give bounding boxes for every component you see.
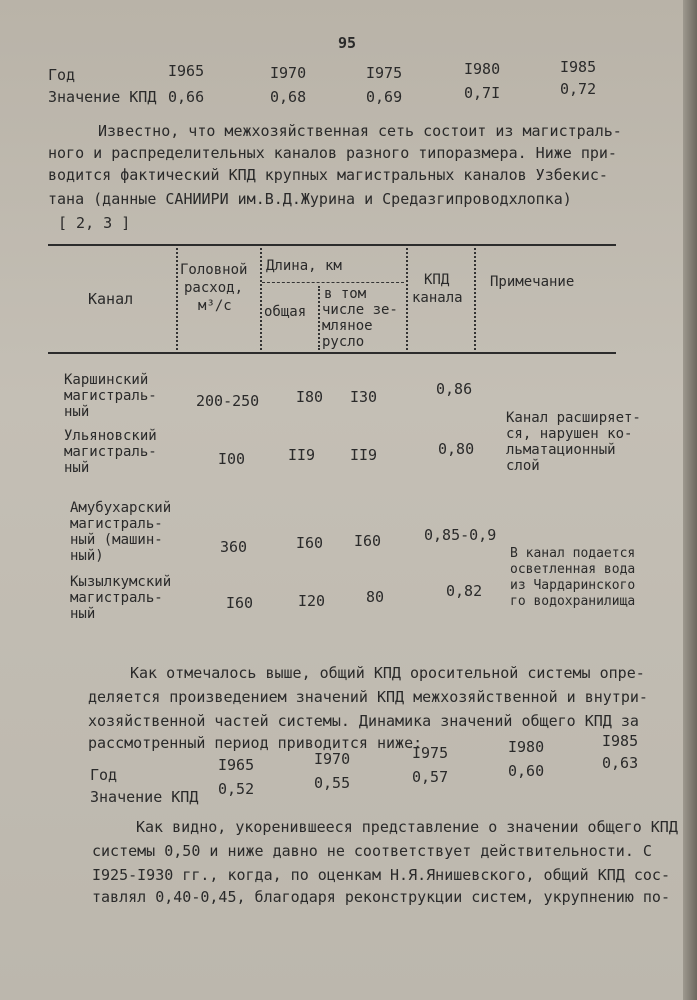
page-edge-shadow — [683, 0, 697, 1000]
paragraph1-line: водится фактический КПД крупных магистральных каналов Узбекис- — [48, 166, 608, 184]
head-length: Длина, км — [266, 258, 342, 274]
paragraph3-line: I925-I930 гг., когда, по оценкам Н.Я.Янишевского, общий КПД сос- — [92, 866, 670, 884]
column-divider — [406, 248, 408, 350]
bottom-year: I980 — [508, 738, 545, 756]
top-year: I980 — [464, 60, 501, 78]
row-canal-name: магистраль- — [70, 590, 163, 606]
paragraph3-line: Как видно, укоренившееся представление о значении общего КПД — [136, 818, 678, 836]
row-canal-name: Ульяновский — [64, 428, 157, 444]
row-canal-name: магистраль- — [64, 388, 157, 404]
row-flow: 360 — [220, 538, 248, 556]
head-canal: Канал — [88, 290, 134, 308]
paragraph3-line: системы 0,50 и ниже давно не соответствует действительности. С — [92, 842, 652, 860]
top-value-label: Значение КПД — [48, 88, 157, 106]
row-earth: I30 — [350, 388, 378, 406]
page-number: 95 — [338, 34, 357, 52]
table-header-rule — [48, 352, 616, 354]
head-flow: расход, — [184, 280, 244, 296]
bottom-value: 0,55 — [314, 774, 351, 792]
table-top-rule — [48, 244, 616, 246]
head-earth: в том — [324, 286, 367, 302]
row-kpd: 0,86 — [436, 380, 473, 398]
paragraph1-line: Известно, что межхозяйственная сеть состоит из магистраль- — [98, 122, 622, 140]
row-note: осветленная вода — [510, 562, 636, 577]
column-divider — [176, 248, 178, 350]
top-value: 0,7I — [464, 84, 501, 102]
bottom-value: 0,63 — [602, 754, 639, 772]
row-total: I80 — [296, 388, 324, 406]
row-earth: 80 — [366, 588, 385, 606]
bottom-value-label: Значение КПД — [90, 788, 199, 806]
row-kpd: 0,82 — [446, 582, 483, 600]
top-value: 0,68 — [270, 88, 307, 106]
head-flow: Головной — [180, 262, 248, 278]
row-earth: I60 — [354, 532, 382, 550]
head-total: общая — [264, 304, 307, 320]
row-total: I60 — [296, 534, 324, 552]
top-year: I970 — [270, 64, 307, 82]
row-total: I20 — [298, 592, 326, 610]
reference: [ 2, 3 ] — [58, 214, 131, 232]
top-year: I985 — [560, 58, 597, 76]
row-note: ся, нарушен ко- — [506, 426, 633, 442]
row-canal-name: ный — [64, 460, 90, 476]
bottom-year: I970 — [314, 750, 351, 768]
row-earth: II9 — [350, 446, 378, 464]
top-year-label: Год — [48, 66, 76, 84]
top-year: I975 — [366, 64, 403, 82]
row-note: го водохранилища — [510, 594, 636, 609]
column-divider — [260, 248, 262, 350]
head-earth: мляное — [322, 318, 373, 334]
row-kpd: 0,85-0,9 — [424, 526, 497, 544]
bottom-value: 0,60 — [508, 762, 545, 780]
row-flow: 200-250 — [196, 392, 260, 410]
bottom-year: I985 — [602, 732, 639, 750]
row-canal-name: Каршинский — [64, 372, 149, 388]
head-earth: русло — [322, 334, 365, 350]
paragraph2-line: деляется произведением значений КПД межхозяйственной и внутри- — [88, 688, 648, 706]
row-canal-name: магистраль- — [70, 516, 163, 532]
paragraph1-line: ного и распределительных каналов разного типоразмера. Ниже при- — [48, 144, 617, 162]
row-canal-name: ный — [70, 606, 96, 622]
row-note: слой — [506, 458, 540, 474]
top-value: 0,69 — [366, 88, 403, 106]
head-flow: м³/с — [198, 298, 232, 314]
paragraph2-line: рассмотренный период приводится ниже: — [88, 734, 423, 752]
bottom-value: 0,52 — [218, 780, 255, 798]
row-canal-name: ный (машин- — [70, 532, 163, 548]
row-canal-name: магистраль- — [64, 444, 157, 460]
row-canal-name: ный — [64, 404, 90, 420]
row-flow: I00 — [218, 450, 246, 468]
paragraph2-line: Как отмечалось выше, общий КПД оросительной системы опре- — [130, 664, 645, 682]
head-kpd: канала — [412, 290, 463, 306]
column-divider — [318, 286, 320, 350]
row-kpd: 0,80 — [438, 440, 475, 458]
bottom-year: I975 — [412, 744, 449, 762]
row-canal-name: Кызылкумский — [70, 574, 172, 590]
row-canal-name: ный) — [70, 548, 104, 564]
column-divider — [474, 248, 476, 350]
row-note: льматационный — [506, 442, 616, 458]
row-canal-name: Амубухарский — [70, 500, 172, 516]
head-note: Примечание — [490, 274, 575, 290]
bottom-year-label: Год — [90, 766, 118, 784]
length-subrule — [262, 282, 404, 283]
head-kpd: КПД — [424, 272, 450, 288]
row-total: II9 — [288, 446, 316, 464]
top-value: 0,66 — [168, 88, 205, 106]
bottom-value: 0,57 — [412, 768, 449, 786]
paragraph3-line: тавлял 0,40-0,45, благодаря реконструкции систем, укрупнению по- — [92, 888, 670, 906]
row-note: из Чардаринского — [510, 578, 636, 593]
paragraph2-line: хозяйственной частей системы. Динамика значений общего КПД за — [88, 712, 639, 730]
top-year: I965 — [168, 62, 205, 80]
paragraph1-line: тана (данные САНИИРИ им.В.Д.Журина и Средазгипроводхлопка) — [48, 190, 572, 208]
row-flow: I60 — [226, 594, 254, 612]
row-note: В канал подается — [510, 546, 636, 561]
top-value: 0,72 — [560, 80, 597, 98]
row-note: Канал расширяет- — [506, 410, 641, 426]
head-earth: числе зе- — [322, 302, 398, 318]
bottom-year: I965 — [218, 756, 255, 774]
